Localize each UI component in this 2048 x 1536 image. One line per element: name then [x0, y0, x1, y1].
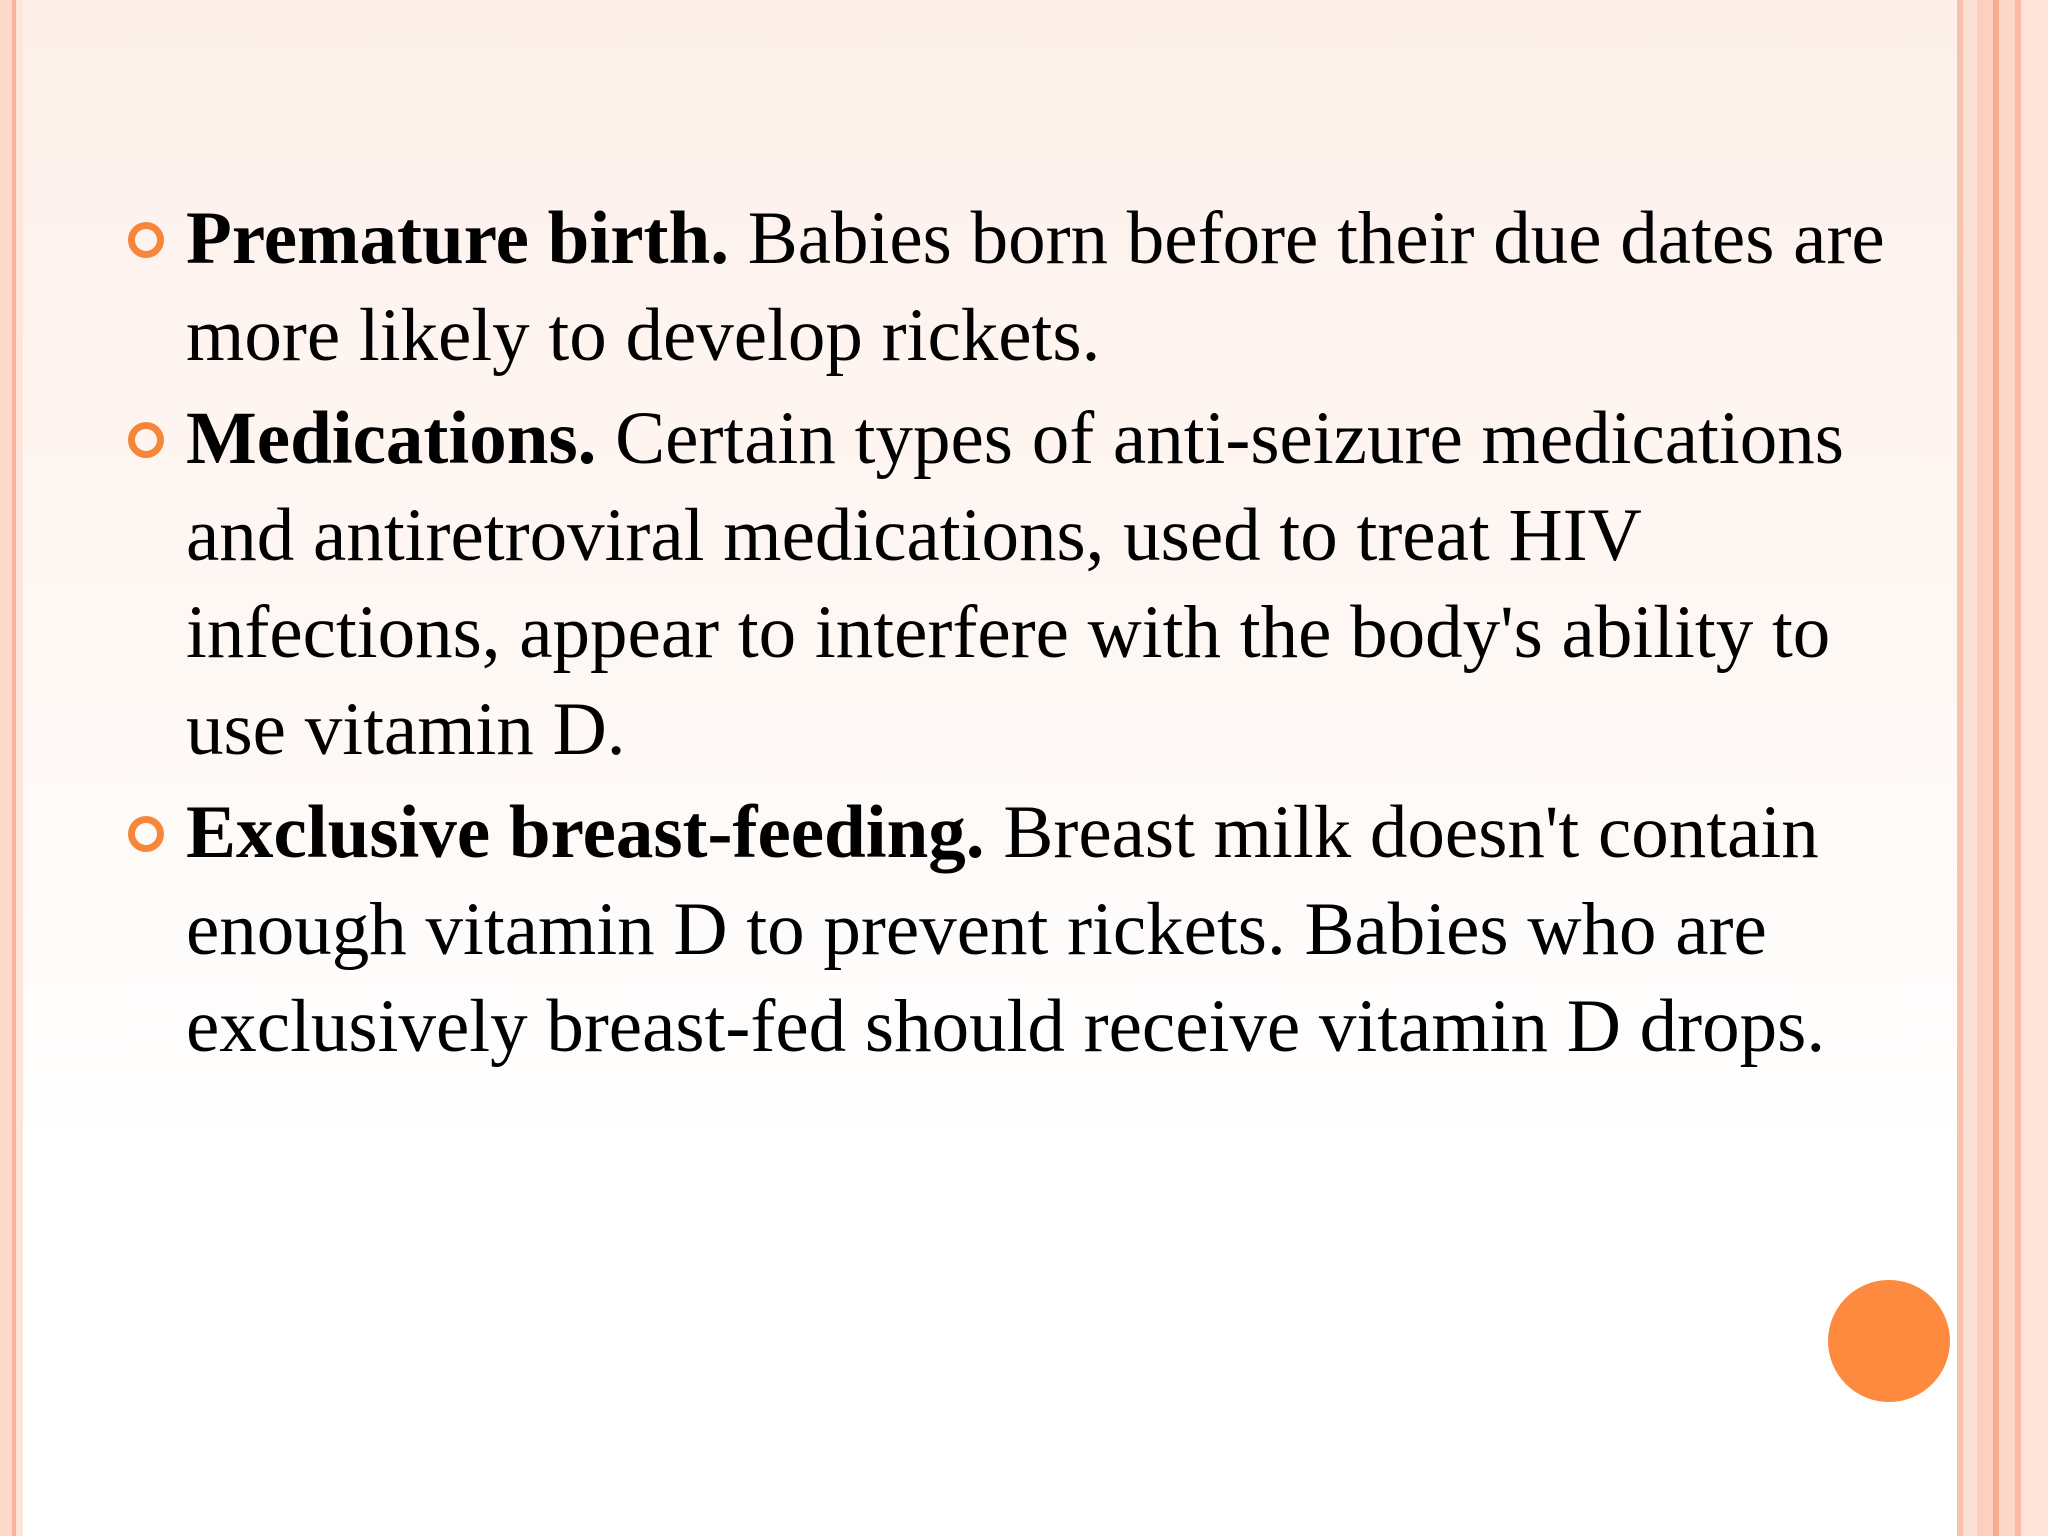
- bullet-term: Exclusive breast-feeding.: [186, 791, 985, 874]
- bullet-term: Premature birth.: [186, 197, 729, 280]
- bullet-text: Breast milk doesn't contain enough vitamin D to prevent rickets. Babies who are exclusively breast-fed should receive vitamin D drops.: [186, 791, 1826, 1068]
- bullet-text: Certain types of anti-seizure medications and antiretroviral medications, used to treat HIV infections, appear to interfere with the body's ability to use vitamin D.: [186, 397, 1844, 771]
- right-border-stripe: [1999, 0, 2015, 1536]
- bullet-item-medications: [128, 390, 1928, 778]
- right-border-stripe: [1963, 0, 1977, 1536]
- bullet-term: Medications.: [186, 397, 597, 480]
- left-border-stripe: [0, 0, 12, 1536]
- bullet-text: Babies born before their due dates are more likely to develop rickets.: [186, 197, 1885, 377]
- decorative-orange-circle: [1828, 1280, 1950, 1402]
- right-border-stripe: [1977, 0, 1993, 1536]
- right-border-stripe: [2021, 0, 2048, 1536]
- bullet-item-exclusive-breast-feeding: [128, 784, 1928, 1075]
- bullet-list: [128, 190, 1928, 1081]
- left-border-stripe: [16, 0, 23, 1536]
- hollow-circle-bullet-icon: [128, 422, 164, 458]
- hollow-circle-bullet-icon: [128, 222, 164, 258]
- hollow-circle-bullet-icon: [128, 816, 164, 852]
- bullet-item-premature-birth: [128, 190, 1928, 384]
